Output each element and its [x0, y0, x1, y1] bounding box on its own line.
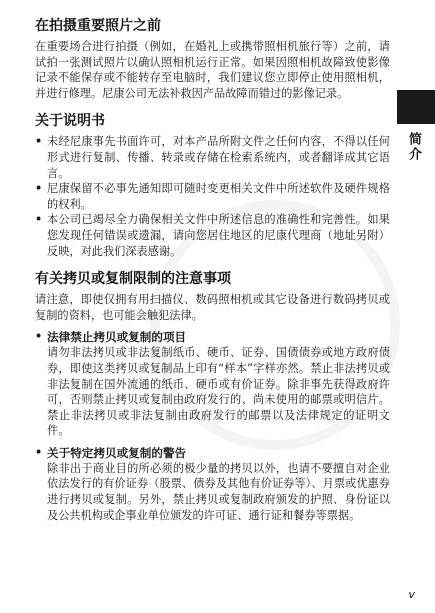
- page-content: [35, 16, 390, 533]
- section-title: 在拍摄重要照片之前: [35, 18, 161, 34]
- list-item: • 本公司已竭尽全力确保相关文件中所述信息的准确性和完善性。如果您发现任何错误或遗漏，请向您居住地区的尼康代理商（地址另附）反映，对此我们深表感谢。: [35, 213, 390, 258]
- chapter-tab-label: 简介: [406, 132, 421, 162]
- section-paragraph: 在重要场合进行拍摄（例如，在婚礼上或携带照相机旅行等）之前，请试拍一张测试照片以确认照相机运行正常。如果因照相机故障致使影像记录不能保存或不能转存至电脑时，我们建议您立即停止使用照相机，并进行修理。尼康公司无法补救因产品故障而错过的影像记录。: [35, 40, 390, 100]
- bullet-icon: •: [35, 182, 43, 196]
- list-item: • 未经尼康事先书面许可，对本产品所附文件之任何内容，不得以任何形式进行复制、传播、转录或存储在检索系统内，或者翻译成其它语言。: [35, 135, 390, 180]
- section-title: 有关拷贝或复制限制的注意事项: [35, 271, 231, 288]
- bullet-icon: •: [35, 213, 43, 227]
- bullet-icon: •: [35, 330, 43, 344]
- chapter-tab: [397, 90, 435, 124]
- subsection-title: 法律禁止拷贝或复制的项目: [47, 330, 187, 345]
- bullet-list: [35, 134, 390, 259]
- list-item: [35, 329, 390, 439]
- bullet-icon: •: [35, 445, 43, 459]
- bullet-list: [35, 329, 390, 523]
- subsection-text: 请勿非法拷贝或非法复制纸币、硬币、证券、国债债券或地方政府债券，即使这类拷贝或复制品上印有“样本”字样亦然。禁止非法拷贝或非法复制在国外流通的纸币、硬币或有价证券。除非事先获得政府许可，否则禁止拷贝或复制由政府发行的、尚未使用的邮票或明信片。禁止非法拷贝或非法复制由政府发行的邮票以及法律规定的证明文件。: [47, 346, 390, 438]
- section-paragraph: 请注意，即使仅拥有用扫描仪、数码照相机或其它设备进行数码拷贝或复制的资料，也可能会触犯法律。: [35, 293, 390, 322]
- list-item: • 尼康保留不必事先通知即可随时变更相关文件中所述软件及硬件规格的权利。: [35, 182, 390, 211]
- section-about-manuals: [35, 111, 390, 259]
- bullet-icon: •: [35, 135, 43, 149]
- section-copy-restrictions: [35, 269, 390, 523]
- list-item: [35, 445, 390, 523]
- subsection-text: 除非出于商业目的所必须的极少量的拷贝以外，也请不要擅自对企业依法发行的有价证券（股票、债券及其他有价证券等）、月票或优惠券进行拷贝或复制。另外，禁止拷贝或复制政府颁发的护照、身份证以及公共机构或企事业单位颁发的许可证、通行证和餐券等票据。: [47, 461, 390, 522]
- subsection-title: 关于特定拷贝或复制的警告: [47, 445, 187, 460]
- page-number: v: [408, 588, 415, 601]
- section-title: 关于说明书: [35, 113, 105, 130]
- section-before-shooting: [35, 16, 390, 101]
